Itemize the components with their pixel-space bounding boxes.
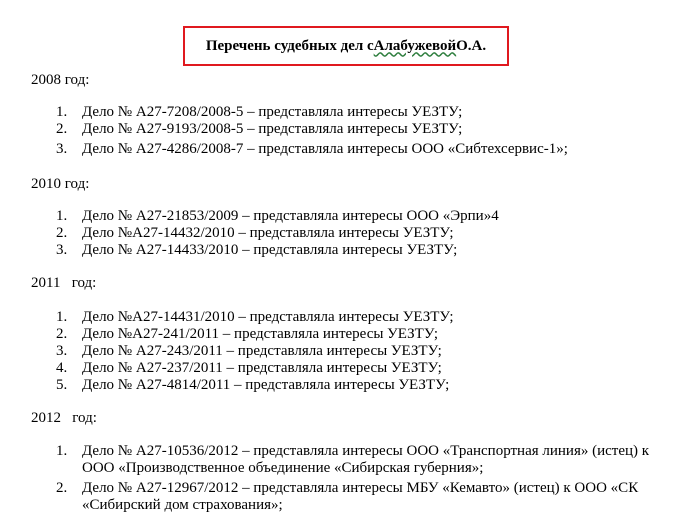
list-item	[0, 141, 672, 158]
list-item	[0, 443, 672, 477]
title-suffix: О.А.	[456, 37, 487, 54]
case-text: Дело № А27-9193/2008-5 – представляла интересы УЕЗТУ;	[82, 121, 463, 137]
list-item	[0, 309, 672, 326]
title-prefix: Перечень судебных дел с	[205, 37, 374, 54]
list-number: 3.	[56, 141, 68, 157]
list-item	[0, 360, 672, 377]
year-heading-2008: 2008 год:	[31, 72, 90, 88]
list-number: 2.	[56, 480, 68, 496]
list-number: 1.	[56, 208, 68, 224]
list-item	[0, 104, 672, 121]
case-text: Дело №А27-14431/2010 – представляла интересы УЕЗТУ;	[82, 309, 454, 325]
year-heading-2010: 2010 год:	[31, 176, 90, 192]
list-number: 3.	[56, 242, 68, 258]
case-text: Дело № А27-4814/2011 – представляла интересы УЕЗТУ;	[82, 377, 450, 393]
title-name: Алабужевой	[373, 37, 457, 54]
year-heading-2012: 2012 год:	[31, 410, 97, 426]
case-text: Дело № А27-237/2011 – представляла интересы УЕЗТУ;	[82, 360, 442, 376]
case-text: Дело № А27-12967/2012 – представляла интересы МБУ «Кемавто» (истец) к ООО «СК «Сибирский дом страхования»;	[82, 480, 639, 513]
list-number: 4.	[56, 360, 68, 376]
list-item	[0, 480, 672, 514]
list-item	[0, 377, 672, 394]
case-list-2011	[0, 309, 672, 394]
list-item	[0, 121, 672, 138]
case-text: Дело № А27-10536/2012 – представляла интересы ООО «Транспортная линия» (истец) к ООО «Производственное объединение «Сибирская губерния»;	[82, 443, 650, 476]
list-number: 5.	[56, 377, 68, 393]
list-item	[0, 343, 672, 360]
list-number: 3.	[56, 343, 68, 359]
case-text: Дело №А27-14432/2010 – представляла интересы УЕЗТУ;	[82, 225, 454, 241]
document-title-box	[183, 26, 509, 66]
list-item	[0, 225, 672, 242]
case-text: Дело №А27-241/2011 – представляла интересы УЕЗТУ;	[82, 326, 439, 342]
case-text: Дело № А27-243/2011 – представляла интересы УЕЗТУ;	[82, 343, 442, 359]
list-item	[0, 208, 672, 225]
list-item	[0, 242, 672, 259]
list-number: 2.	[56, 326, 68, 342]
case-list-2012	[0, 443, 672, 514]
list-number: 1.	[56, 104, 68, 120]
list-item	[0, 326, 672, 343]
case-text: Дело № А27-7208/2008-5 – представляла интересы УЕЗТУ;	[82, 104, 463, 120]
case-text: Дело № А27-21853/2009 – представляла интересы ООО «Эрпи»4	[82, 208, 499, 224]
case-text: Дело № А27-14433/2010 – представляла интересы УЕЗТУ;	[82, 242, 458, 258]
list-number: 2.	[56, 121, 68, 137]
case-list-2008	[0, 104, 672, 158]
list-number: 1.	[56, 443, 68, 459]
case-list-2010	[0, 208, 672, 259]
list-number: 1.	[56, 309, 68, 325]
list-number: 2.	[56, 225, 68, 241]
case-text: Дело № А27-4286/2008-7 – представляла интересы ООО «Сибтехсервис-1»;	[82, 141, 568, 157]
year-heading-2011: 2011 год:	[31, 275, 97, 291]
